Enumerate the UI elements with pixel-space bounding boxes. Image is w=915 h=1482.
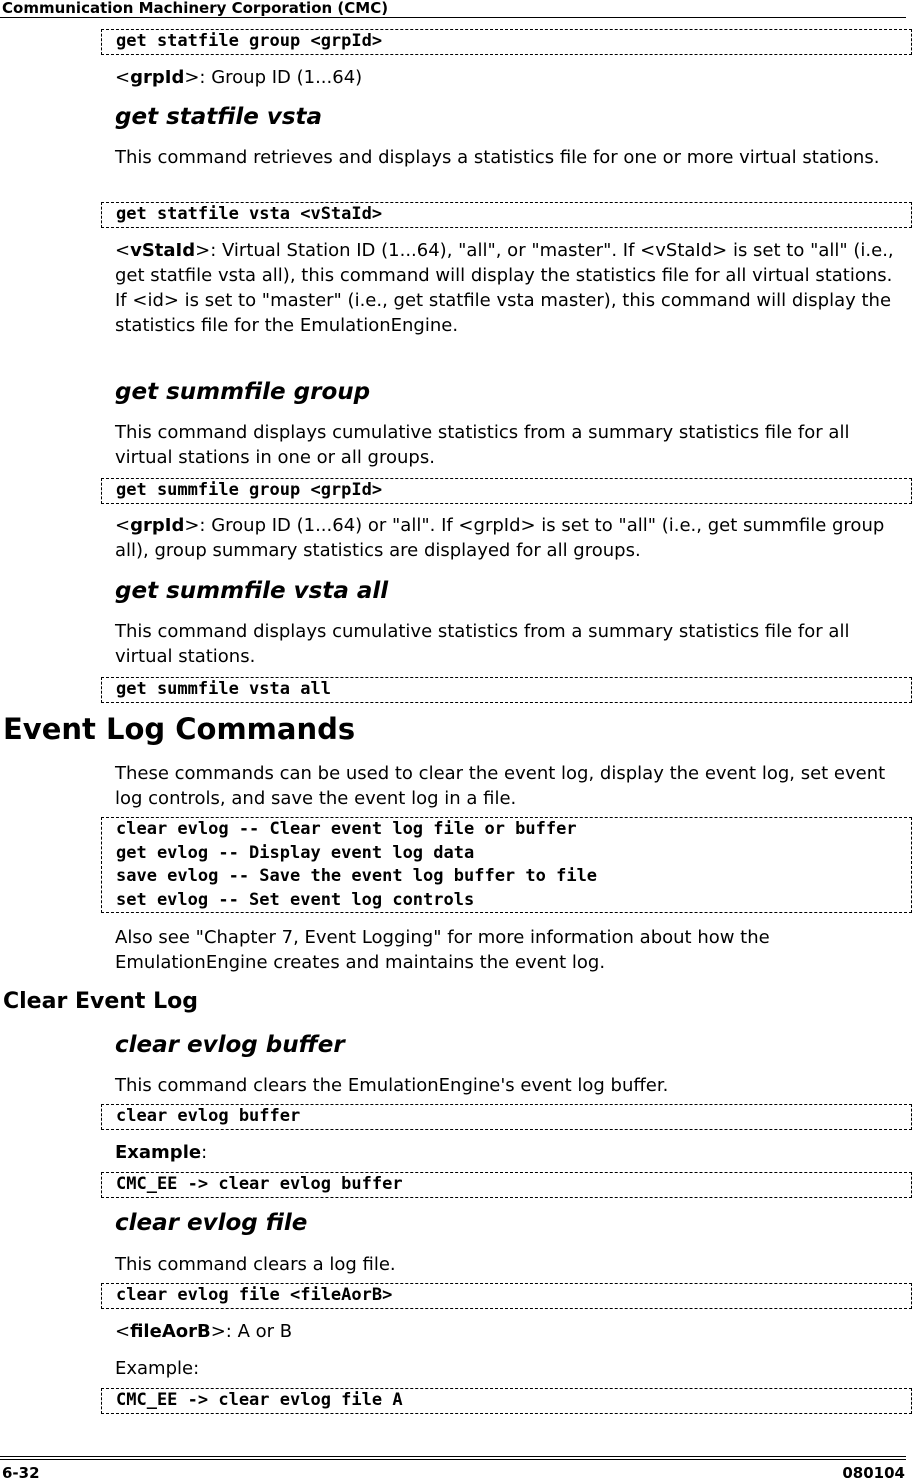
param-name: grpId xyxy=(130,67,185,88)
header-title: Communication Machinery Corporation (CMC) xyxy=(2,0,389,17)
code-block-summfile-vsta-all: get summfile vsta all xyxy=(101,677,912,703)
code-block-clear-evlog-file: clear evlog file <fileAorB> xyxy=(101,1283,912,1309)
param-grpid: <grpId>: Group ID (1...64) xyxy=(115,67,363,88)
event-log-see-also: Also see "Chapter 7, Event Logging" for more information about how the EmulationEngine creates and maintains the event log. xyxy=(115,927,770,973)
code-block-example-clear-buffer: CMC_EE -> clear evlog buffer xyxy=(101,1172,912,1198)
heading-get-summfile-vsta-all: get summfile vsta all xyxy=(115,578,389,604)
code-block-clear-evlog-buffer: clear evlog buffer xyxy=(101,1104,912,1130)
heading-clear-event-log: Clear Event Log xyxy=(3,989,198,1014)
heading-clear-evlog-file: clear evlog file xyxy=(115,1210,308,1236)
header-rule xyxy=(0,17,906,18)
example-label: Example: xyxy=(115,1142,208,1163)
code-block-example-clear-file: CMC_EE -> clear evlog file A xyxy=(101,1388,912,1414)
heading-event-log-commands: Event Log Commands xyxy=(3,712,356,746)
code-block-statfile-vsta: get statfile vsta <vStaId> xyxy=(101,202,912,228)
summ-group-description: This command displays cumulative statistics from a summary statistics file for all virtual stations in one or all groups. xyxy=(115,422,850,468)
example-label-plain: Example: xyxy=(115,1358,200,1379)
code-block-event-log-commands xyxy=(101,817,912,913)
clear-buffer-description: This command clears the EmulationEngine's event log buffer. xyxy=(115,1075,669,1096)
param-vstaid: <vStaId>: Virtual Station ID (1...64), "all", or "master". If <vStaId> is set to "all" (i.e., get statfile vsta all), this command will display the statistics file for all virtual stations. If <id> is set to "master" (i.e., get statfile vsta master), this command will display the statistics file for the EmulationEngine. xyxy=(115,240,894,336)
page-number: 6-32 xyxy=(2,1464,40,1482)
param-grpid-summ: <grpId>: Group ID (1...64) or "all". If <grpId> is set to "all" (i.e., get summfile group all), group summary statistics are displayed for all groups. xyxy=(115,515,885,561)
summ-vsta-description: This command displays cumulative statistics from a summary statistics file for all virtual stations. xyxy=(115,621,850,667)
param-fileaorb: <fileAorB>: A or B xyxy=(115,1321,293,1342)
doc-code: 080104 xyxy=(842,1464,905,1482)
vsta-description: This command retrieves and displays a statistics file for one or more virtual stations. xyxy=(115,147,880,168)
heading-get-summfile-group: get summfile group xyxy=(115,379,371,405)
param-name: vStaId xyxy=(130,240,196,261)
param-name: fileAorB xyxy=(130,1321,211,1342)
code-block-statfile-group: get statfile group <grpId> xyxy=(101,29,912,55)
code-line: save evlog -- Save the event log buffer to file xyxy=(116,866,598,886)
code-line: get evlog -- Display event log data xyxy=(116,842,475,863)
footer-rule xyxy=(0,1459,906,1460)
code-block-summfile-group: get summfile group <grpId> xyxy=(101,478,912,504)
footer-rule xyxy=(0,1456,906,1457)
heading-clear-evlog-buffer: clear evlog buffer xyxy=(115,1032,345,1058)
heading-get-statfile-vsta: get statfile vsta xyxy=(115,104,323,130)
clear-file-description: This command clears a log file. xyxy=(115,1254,396,1275)
code-line: clear evlog -- Clear event log file or buffer xyxy=(116,819,577,839)
param-name: grpId xyxy=(130,515,185,536)
code-line: set evlog -- Set event log controls xyxy=(116,889,475,910)
event-log-description: These commands can be used to clear the event log, display the event log, set event log controls, and save the event log in a file. xyxy=(115,763,886,809)
